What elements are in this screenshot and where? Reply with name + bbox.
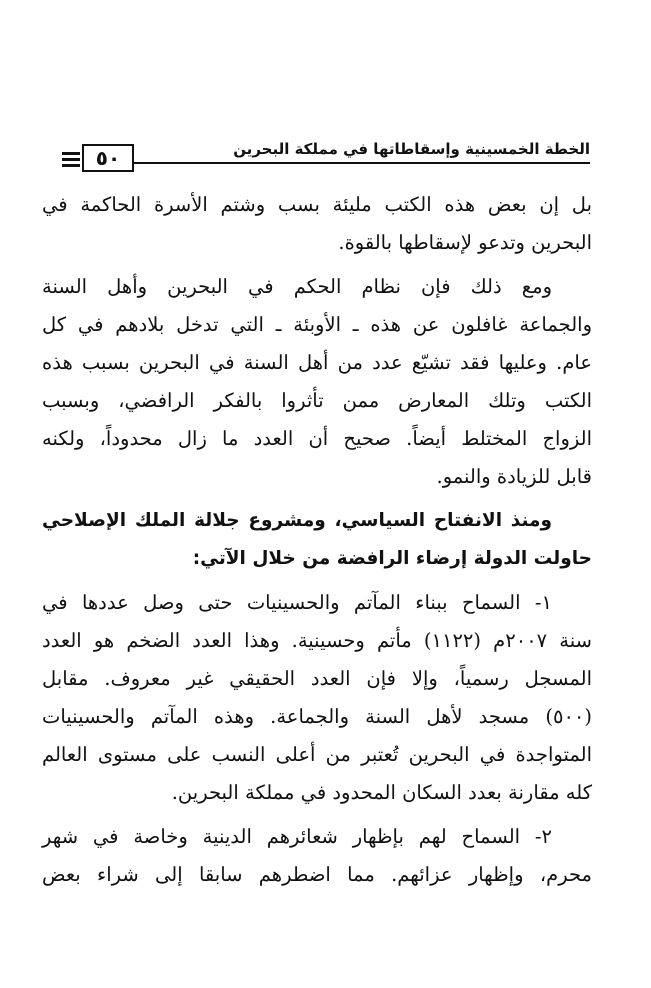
text-line: والجماعة غافلون عن هذه ـ الأوبئة ـ التي تدخل بلادهم في كل xyxy=(42,313,592,336)
text-line: ٢- السماح لهم بإظهار شعائرهم الدينية وخاصة في شهر xyxy=(42,825,552,848)
text-line: ١- السماح ببناء المآتم والحسينيات حتى وصل عددها في xyxy=(42,591,552,614)
text-line: بل إن بعض هذه الكتب مليئة بسب وشتم الأسرة الحاكمة في xyxy=(42,193,592,216)
list-item xyxy=(42,818,592,894)
text-line: الكتب وتلك المعارض ممن تأثروا بالفكر الرافضي، وبسبب xyxy=(42,389,592,412)
header-ornament xyxy=(62,164,80,167)
body-text xyxy=(42,186,592,894)
text-line: سنة ٢٠٠٧م (١١٢٢) مأتم وحسينية. وهذا العدد الضخم هو العدد xyxy=(42,629,592,652)
text-line: ومنذ الانفتاح السياسي، ومشروع جلالة الملك الإصلاحي xyxy=(42,510,552,531)
header-ornament xyxy=(62,158,80,161)
text-line: حاولت الدولة إرضاء الرافضة من خلال الآتي: xyxy=(192,548,592,569)
paragraph-heading xyxy=(42,502,592,578)
text-line: عام. وعليها فقد تشيّع عدد من أهل السنة في البحرين بسبب هذه xyxy=(42,351,592,374)
header-rule xyxy=(134,162,590,164)
text-line: محرم، وإظهار عزائهم. مما اضطرهم سابقا إلى شراء بعض xyxy=(42,863,592,886)
text-line: كله مقارنة بعدد السكان المحدود في مملكة البحرين. xyxy=(171,781,592,804)
text-line: قابل للزيادة والنمو. xyxy=(436,465,592,488)
list-item xyxy=(42,584,592,812)
text-line: المتواجدة في البحرين تُعتبر من أعلى النسب على مستوى العالم xyxy=(42,743,592,766)
page-header xyxy=(62,140,590,176)
page-number: ٥٠ xyxy=(82,144,134,172)
text-line: ومع ذلك فإن نظام الحكم في البحرين وأهل السنة xyxy=(42,275,552,298)
header-ornament xyxy=(62,152,80,155)
text-line: البحرين وتدعو لإسقاطها بالقوة. xyxy=(338,231,592,254)
text-line: (٥٠٠) مسجد لأهل السنة والجماعة. وهذه المآتم والحسينيات xyxy=(42,705,592,728)
text-line: الزواج المختلط أيضاً. صحيح أن العدد ما زال محدوداً، ولكنه xyxy=(42,427,592,450)
paragraph xyxy=(42,268,592,496)
text-line: المسجل رسمياً، وإلا فإن العدد الحقيقي غير معروف. مقابل xyxy=(42,667,592,690)
running-title: الخطة الخمسينية وإسقاطاتها في مملكة البحرين xyxy=(233,140,590,158)
paragraph xyxy=(42,186,592,262)
